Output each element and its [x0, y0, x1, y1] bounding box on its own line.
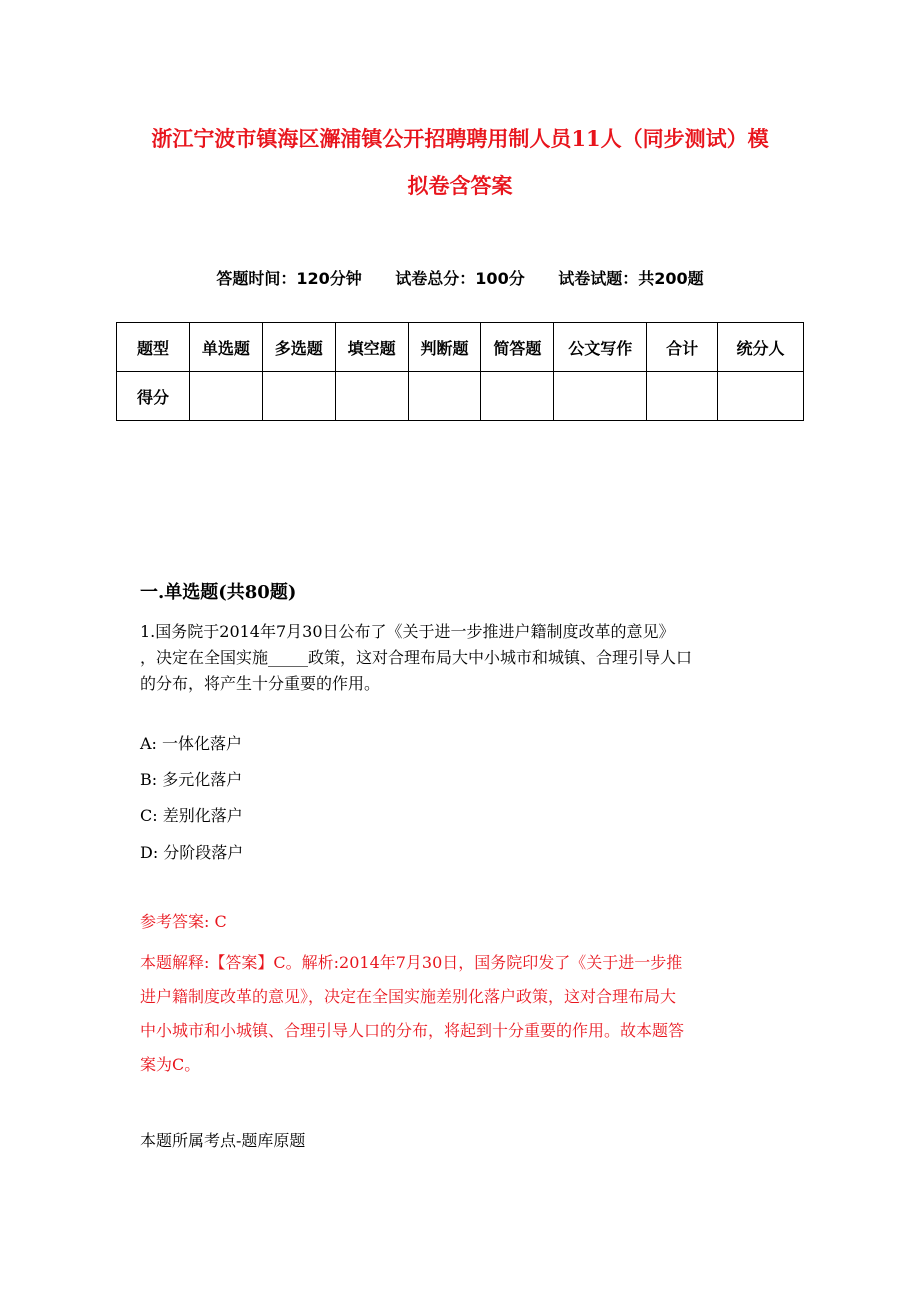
score-cell: [647, 372, 718, 421]
score-cell: [718, 372, 804, 421]
exam-total-score: 试卷总分：100分: [395, 269, 525, 288]
option-a: A: 一体化落户: [140, 734, 243, 753]
option-d: D: 分阶段落户: [140, 843, 244, 862]
score-cell: [335, 372, 408, 421]
header-cell: 合计: [647, 323, 718, 372]
header-cell: 统分人: [718, 323, 804, 372]
exam-meta: [0, 266, 920, 289]
exam-time: 答题时间：120分钟: [216, 269, 362, 288]
reference-answer: 参考答案: C: [140, 912, 227, 931]
row-label: 得分: [117, 372, 190, 421]
score-cell: [408, 372, 481, 421]
header-cell: 填空题: [335, 323, 408, 372]
header-cell: 公文写作: [554, 323, 647, 372]
score-cell: [554, 372, 647, 421]
header-cell: 判断题: [408, 323, 481, 372]
header-cell: 简答题: [481, 323, 554, 372]
score-cell: [262, 372, 335, 421]
exam-question-count: 试卷试题：共200题: [558, 269, 704, 288]
score-table-score-row: [117, 372, 804, 421]
question-line: 的分布，将产生十分重要的作用。: [140, 674, 381, 693]
score-cell: [481, 372, 554, 421]
knowledge-point: 本题所属考点-题库原题: [140, 1131, 306, 1150]
header-cell: 多选题: [262, 323, 335, 372]
score-table-header-row: [117, 323, 804, 372]
score-cell: [189, 372, 262, 421]
header-cell: 单选题: [189, 323, 262, 372]
explanation-line: 中小城市和小城镇、合理引导人口的分布，将起到十分重要的作用。故本题答: [140, 1021, 685, 1040]
explanation-line: 本题解释:【答案】C。解析:2014年7月30日，国务院印发了《关于进一步推: [140, 953, 683, 972]
header-cell: 题型: [117, 323, 190, 372]
explanation-line: 进户籍制度改革的意见》，决定在全国实施差别化落户政策，这对合理布局大: [140, 987, 677, 1006]
question-stem: [140, 619, 790, 697]
score-table: [116, 322, 804, 421]
section-title: 一.单选题(共80题): [140, 582, 297, 603]
option-b: B: 多元化落户: [140, 770, 243, 789]
answer-explanation: [140, 946, 790, 1082]
explanation-line: 案为C。: [140, 1055, 201, 1074]
document-title-line1: 浙江宁波市镇海区澥浦镇公开招聘聘用制人员11人（同步测试）模: [151, 126, 769, 151]
question-line: 1.国务院于2014年7月30日公布了《关于进一步推进户籍制度改革的意见》: [140, 622, 675, 641]
document-title-line2: 拟卷含答案: [407, 173, 513, 198]
option-c: C: 差别化落户: [140, 806, 243, 825]
question-line: ，决定在全国实施_____政策，这对合理布局大中小城市和城镇、合理引导人口: [140, 648, 693, 667]
